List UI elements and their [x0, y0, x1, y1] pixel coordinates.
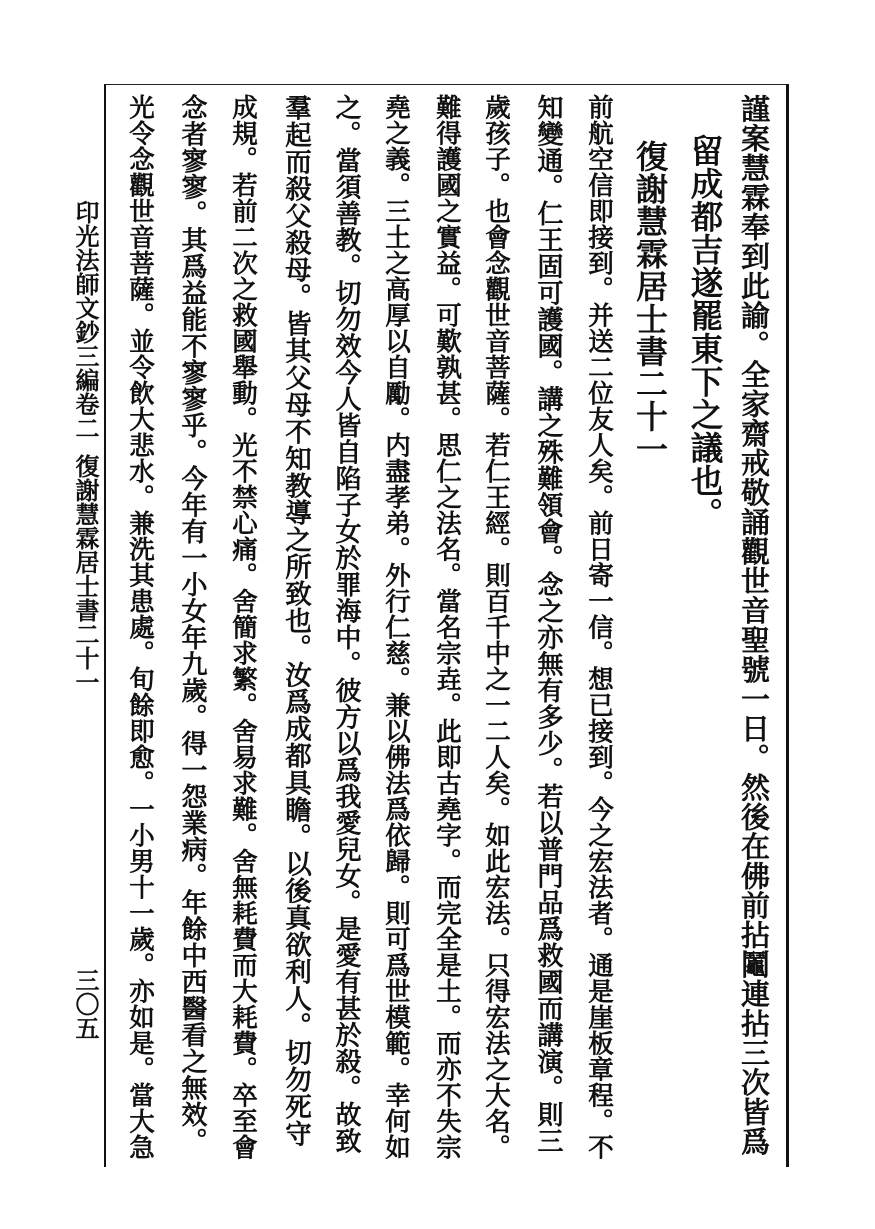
section-title-margin: 復謝慧霖居士書二十一 [71, 454, 100, 694]
text-column-8: 堯之義。三土之高厚以自勵。内盡孝弟。外行仁慈。兼以佛法爲依歸。則可爲世模範。幸何如 [381, 94, 411, 1160]
letter-title: 復謝慧霖居士書二十一 [631, 140, 669, 465]
text-column-12: 念者寥寥。其爲益能不寥寥乎。今年有一小女年九歲。得一怨業病。年餘中西醫看之無效。 [177, 94, 207, 1154]
text-column-6: 歲孩子。也會念觀世音菩薩。若仁王經。則百千中之一二人矣。如此宏法。只得宏法之大名。 [481, 94, 511, 1160]
text-column-4: 前航空信即接到。并送二位友人矣。前日寄一信。想已接到。今之宏法者。通是崖板章程。不 [584, 94, 614, 1160]
text-column-11: 成規。若前二次之救國舉動。光不禁心痛。舍簡求繁。舍易求難。舍無耗費而大耗費。卒至會 [228, 94, 258, 1160]
text-column-7: 難得護國之實益。可歎孰甚。思仁之法名。當名宗垚。此即古堯字。而完全是土。而亦不失宗 [432, 94, 462, 1160]
text-column-13: 光令念觀世音菩薩。並令飲大悲水。兼洗其患處。旬餘即愈。一小男十一歲。亦如是。當大急 [125, 94, 155, 1160]
text-column-5: 知變通。仁王固可護國。講之殊難領會。念之亦無有多少。若以普門品爲救國而講演。則三 [533, 94, 563, 1154]
text-column-2: 留成都吉遂罷東下之議也。 [686, 134, 725, 530]
page-number: 三〇五 [71, 968, 100, 1040]
text-column-1: 謹案慧霖奉到此諭。全家齋戒敬誦觀世音聖號一日。然後在佛前拈鬮連拈三次皆爲 [737, 94, 771, 1156]
text-column-10: 羣起而殺父殺母。皆其父母不知教導之所致也。汝爲成都具瞻。以後真欲利人。切勿死守 [280, 94, 311, 1147]
book-title-margin: 印光法師文鈔三編卷二 [71, 200, 100, 440]
text-column-9: 之。當須善教。切勿效今人皆自陷子女於罪海中。彼方以爲我愛兒女。是愛有甚於殺。故致 [331, 94, 361, 1154]
